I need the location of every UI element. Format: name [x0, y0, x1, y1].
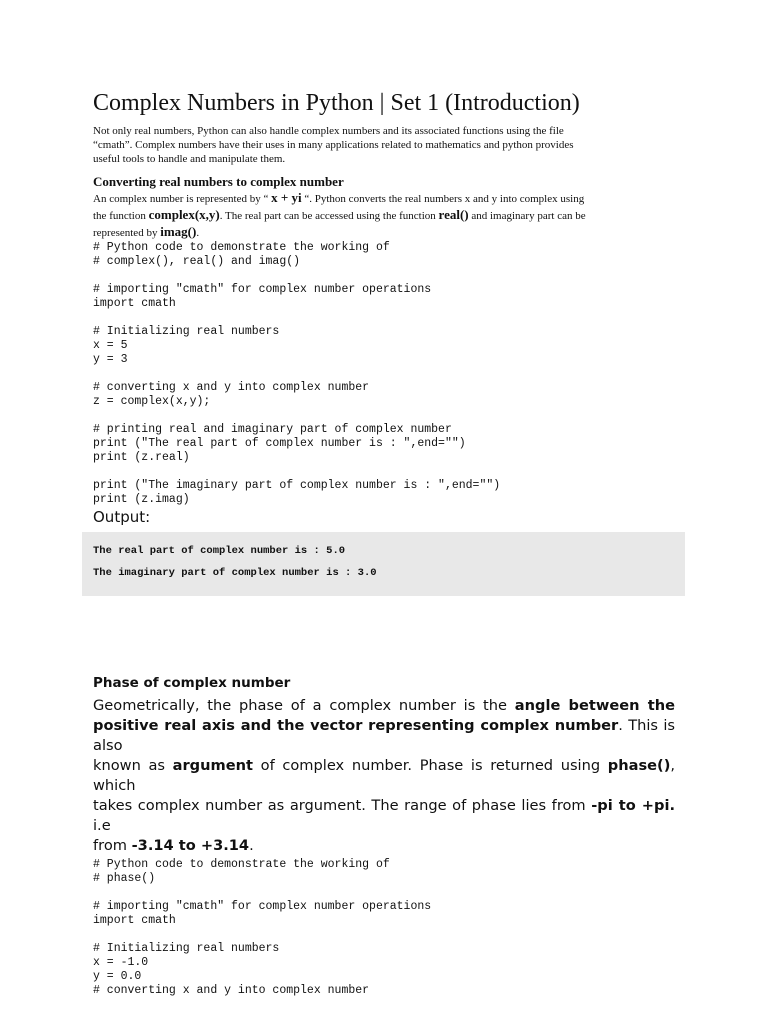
converting-line-1: [93, 190, 683, 207]
phase-line-2: [93, 716, 675, 756]
phase-paragraph: [93, 696, 675, 856]
code-line: print (z.real): [93, 451, 190, 464]
code-line: [93, 269, 683, 283]
section-heading-converting: Converting real numbers to complex number: [93, 174, 344, 189]
bold-span: -pi to +pi.: [591, 797, 675, 814]
code-line: # Python code to demonstrate the working of: [93, 858, 390, 871]
code-line: x = -1.0: [93, 956, 149, 969]
phase-line-3: [93, 756, 675, 796]
text-span: .: [249, 837, 254, 854]
code-line: # Initializing real numbers: [93, 325, 280, 338]
text-span: Geometrically, the phase of a complex number is the: [93, 697, 515, 714]
text-span: An complex number is represented by “: [93, 193, 272, 205]
code-line: # Initializing real numbers: [93, 942, 280, 955]
code-line: # phase(): [93, 872, 156, 885]
code-line: z = complex(x,y);: [93, 395, 211, 408]
output-label: Output:: [93, 508, 151, 526]
bold-span: positive real axis and the vector representing complex number: [93, 717, 619, 734]
phase-section: [93, 674, 675, 998]
text-span: . The real part can be accessed using the function: [219, 210, 439, 222]
code-line: # importing "cmath" for complex number operations: [93, 283, 432, 296]
bold-span: -3.14 to +3.14: [131, 837, 250, 854]
converting-paragraph: [93, 190, 683, 241]
code-line: y = 0.0: [93, 970, 142, 983]
bold-span: phase(): [607, 757, 671, 774]
text-span: .: [196, 227, 200, 239]
code-line: [93, 928, 675, 942]
converting-line-3: [93, 224, 683, 241]
code-line: [93, 886, 675, 900]
code-line: import cmath: [93, 297, 176, 310]
code-line: # importing "cmath" for complex number operations: [93, 900, 432, 913]
intro-line: “cmath”. Complex numbers have their uses in many applications related to mathematics and python provides: [93, 139, 574, 151]
intro-line: Not only real numbers, Python can also handle complex numbers and its associated functions using the file: [93, 125, 564, 137]
document-body: [93, 88, 683, 596]
text-span: from: [93, 837, 132, 854]
text-span: “. Python converts the real numbers x and y into complex using: [301, 193, 585, 205]
text-span: , which: [93, 757, 676, 794]
text-span: the function: [93, 210, 149, 222]
section-heading-phase: Phase of complex number: [93, 675, 291, 691]
code-line: print ("The real part of complex number is : ",end=""): [93, 437, 466, 450]
code-line: print (z.imag): [93, 493, 190, 506]
code-line: print ("The imaginary part of complex number is : ",end=""): [93, 479, 501, 492]
code-line: x = 5: [93, 339, 128, 352]
code-line: import cmath: [93, 914, 176, 927]
inline-function-complex: complex(x,y): [148, 207, 220, 222]
bold-span: argument: [172, 757, 253, 774]
text-span: known as: [93, 757, 173, 774]
text-span: takes complex number as argument. The range of phase lies from: [93, 797, 592, 814]
bold-span: angle between the: [514, 697, 675, 714]
text-span: i.e: [93, 817, 111, 834]
code-line: [93, 465, 683, 479]
output-line: The imaginary part of complex number is : 3.0: [93, 567, 377, 579]
code-block-phase: [93, 858, 675, 998]
text-span: of complex number. Phase is returned using: [253, 757, 608, 774]
code-line: y = 3: [93, 353, 128, 366]
text-span: . This is also: [93, 717, 675, 754]
phase-line-4: [93, 796, 675, 836]
page-title: Complex Numbers in Python | Set 1 (Introduction): [93, 90, 580, 116]
inline-function-imag: imag(): [160, 224, 197, 239]
phase-line-1: [93, 696, 675, 716]
code-block-complex: [93, 241, 683, 507]
code-line: # printing real and imaginary part of complex number: [93, 423, 452, 436]
converting-line-2: [93, 207, 683, 224]
code-line: # converting x and y into complex number: [93, 381, 370, 394]
code-line: # complex(), real() and imag(): [93, 255, 301, 268]
text-span: represented by: [93, 227, 161, 239]
code-line: # converting x and y into complex number: [93, 984, 370, 997]
output-box: [82, 532, 685, 596]
intro-paragraph: [93, 124, 683, 166]
inline-formula: x + yi: [271, 190, 302, 205]
code-line: [93, 367, 683, 381]
intro-line: useful tools to handle and manipulate them.: [93, 153, 286, 165]
code-line: [93, 409, 683, 423]
text-span: and imaginary part can be: [468, 210, 586, 222]
output-line: The real part of complex number is : 5.0: [93, 545, 346, 557]
code-line: # Python code to demonstrate the working of: [93, 241, 390, 254]
code-line: [93, 311, 683, 325]
inline-function-real: real(): [438, 207, 469, 222]
phase-line-5: [93, 836, 675, 856]
